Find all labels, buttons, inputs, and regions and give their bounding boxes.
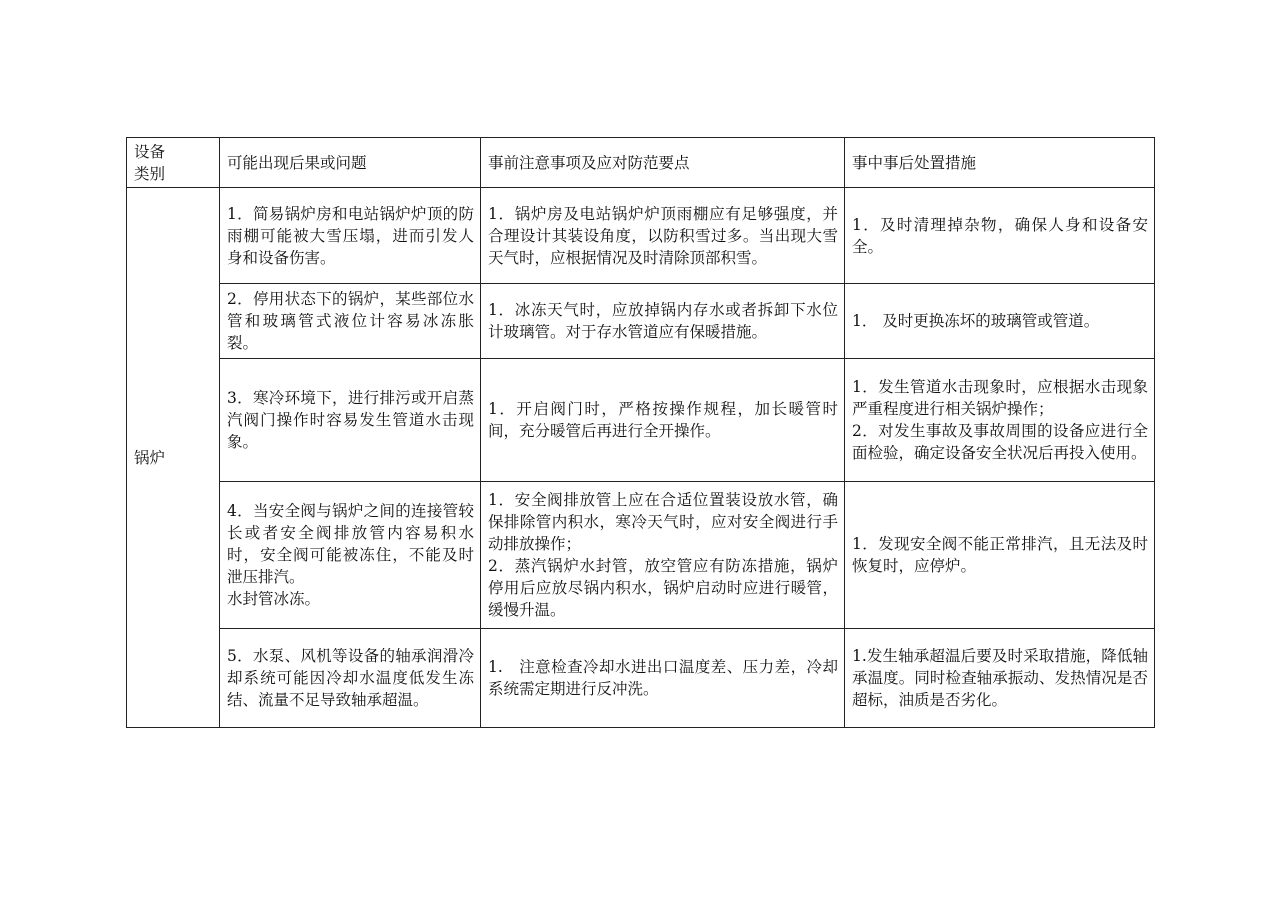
disposal-cell: 1． 及时更换冻坏的玻璃管或管道。 (845, 284, 1155, 359)
problem-cell: 4．当安全阀与锅炉之间的连接管较长或者安全阀排放管内容易积水时，安全阀可能被冻住，不能及时泄压排汽。 水封管冰冻。 (220, 482, 481, 629)
prevention-cell: 1．安全阀排放管上应在合适位置装设放水管，确保排除管内积水，寒冷天气时，应对安全阀进行手动排放操作； 2．蒸汽锅炉水封管，放空管应有防冻措施，锅炉停用后应放尽锅内积水，锅炉启动时应进行暖管，缓慢升温。 (481, 482, 845, 629)
problem-cell: 3．寒冷环境下，进行排污或开启蒸汽阀门操作时容易发生管道水击现象。 (220, 359, 481, 482)
header-equipment-category: 设备 类别 (127, 138, 220, 188)
problem-cell: 1．简易锅炉房和电站锅炉炉顶的防雨棚可能被大雪压塌，进而引发人身和设备伤害。 (220, 188, 481, 284)
problem-cell: 2．停用状态下的锅炉，某些部位水管和玻璃管式液位计容易冰冻胀裂。 (220, 284, 481, 359)
table-header-row (127, 138, 1155, 188)
header-prevention-points: 事前注意事项及应对防范要点 (481, 138, 845, 188)
prevention-cell: 1. 注意检查冷却水进出口温度差、压力差，冷却系统需定期进行反冲洗。 (481, 629, 845, 728)
prevention-cell: 1．锅炉房及电站锅炉炉顶雨棚应有足够强度，并合理设计其装设角度，以防积雪过多。当出现大雪天气时，应根据情况及时清除顶部积雪。 (481, 188, 845, 284)
prevention-cell: 1．开启阀门时，严格按操作规程，加长暖管时间，充分暖管后再进行全开操作。 (481, 359, 845, 482)
disposal-cell: 1．发现安全阀不能正常排汽，且无法及时恢复时，应停炉。 (845, 482, 1155, 629)
table-row (127, 188, 1155, 284)
winter-safety-table (126, 137, 1155, 728)
table-row (127, 359, 1155, 482)
table-row (127, 482, 1155, 629)
header-possible-consequences: 可能出现后果或问题 (220, 138, 481, 188)
header-disposal-measures: 事中事后处置措施 (845, 138, 1155, 188)
table-row (127, 284, 1155, 359)
prevention-cell: 1．冰冻天气时，应放掉锅内存水或者拆卸下水位计玻璃管。对于存水管道应有保暖措施。 (481, 284, 845, 359)
table-row (127, 629, 1155, 728)
problem-cell: 5．水泵、风机等设备的轴承润滑冷却系统可能因冷却水温度低发生冻结、流量不足导致轴承超温。 (220, 629, 481, 728)
disposal-cell: 1．及时清理掉杂物，确保人身和设备安全。 (845, 188, 1155, 284)
disposal-cell: 1.发生轴承超温后要及时采取措施，降低轴承温度。同时检查轴承振动、发热情况是否超标，油质是否劣化。 (845, 629, 1155, 728)
category-cell: 锅炉 (127, 188, 220, 728)
disposal-cell: 1．发生管道水击现象时，应根据水击现象严重程度进行相关锅炉操作； 2．对发生事故及事故周围的设备应进行全面检验，确定设备安全状况后再投入使用。 (845, 359, 1155, 482)
